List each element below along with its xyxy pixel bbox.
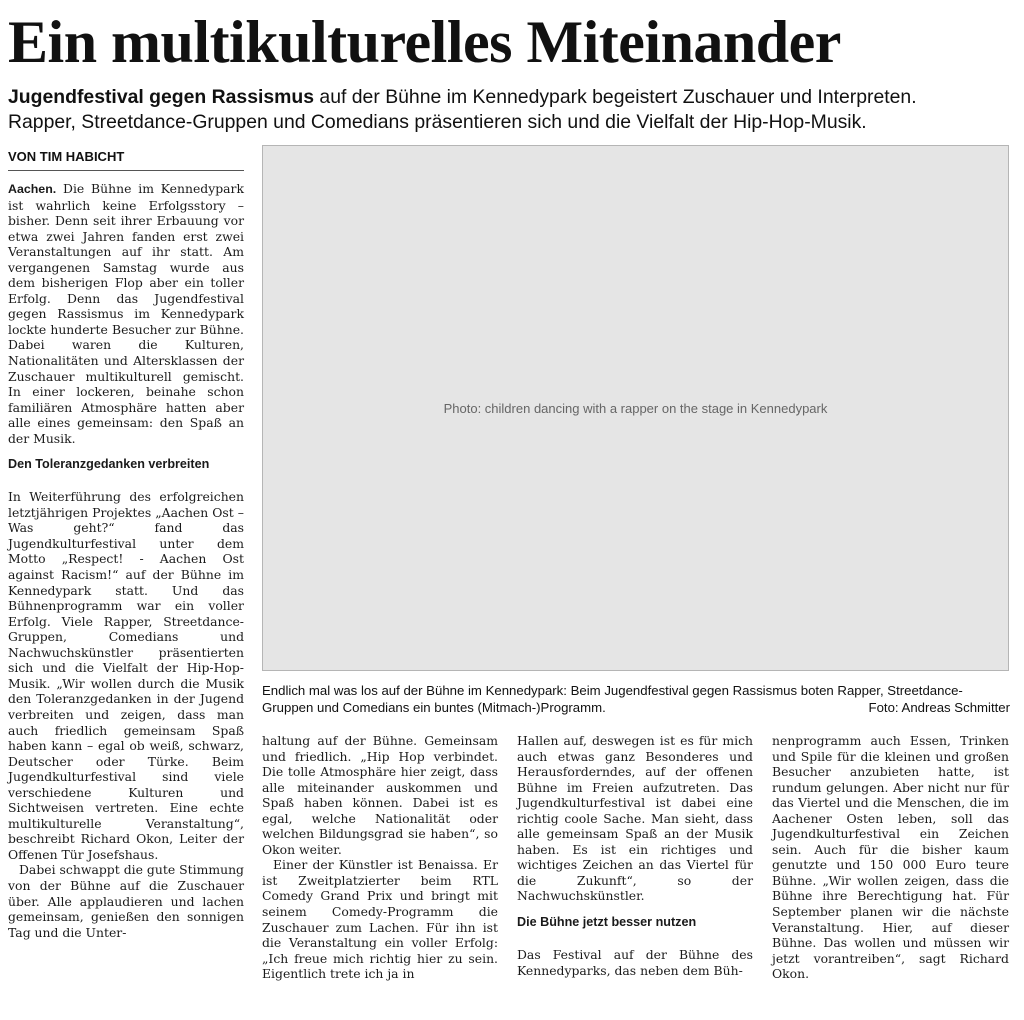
article-column-3 [517, 733, 753, 978]
deck-lead: Jugendfestival gegen Rassismus [8, 86, 315, 108]
paragraph [8, 181, 244, 446]
paragraph-text: Die Bühne im Kennedypark ist wahrlich keine Erfolgsstory – bisher. Denn seit ihrer Erbauung vor etwa zwei Jahren fanden erst zwei Veranstaltungen auf ihr statt. Am vergangenen Samstag wurde aus dem bisherigen Flop aber ein toller Erfolg. Denn das Jugendfestival gegen Rassismus im Kennedypark lockte hunderte Besucher zur Bühne. Dabei waren die Kulturen, Nationalitäten und Altersklassen der Zuschauer multikulturell gemischt. In einer lockeren, beinahe schon familiären Atmosphäre hatten aber alle eines gemeinsam: den Spaß an der Musik. [8, 181, 244, 446]
caption-text: Endlich mal was los auf der Bühne im Kennedypark: Beim Jugendfestival gegen Rassismus boten Rapper, Streetdance-Gruppen und Comedians ein buntes (Mitmach-)Programm. [262, 683, 963, 715]
paragraph: Das Festival auf der Bühne des Kennedyparks, das neben dem Büh- [517, 947, 753, 978]
article-photo [262, 145, 1009, 671]
byline: VON TIM HABICHT [8, 149, 244, 171]
dateline: Aachen. [8, 182, 57, 196]
deck-line1-rest: auf der Bühne im Kennedypark begeistert Zuschauer und Interpreten. [314, 86, 917, 108]
deck-line2: Rapper, Streetdance-Gruppen und Comedians präsentieren sich und die Vielfalt der Hip-Hop-Musik. [8, 111, 867, 133]
paragraph: nenprogramm auch Essen, Trinken und Spile für die kleinen und großen Besucher anzubieten hatte, ist rundum gelungen. Aber nicht nur für das Viertel und die Menschen, die im Aachener Osten leben, soll das Jugendkulturfestival ein Zeichen sein. Auch für die bisher kaum genutzte und 150 000 Euro teure Bühne. „Wir wollen zeigen, dass die Bühne ihre Berechtigung hat. Für September planen wir die nächste Veranstaltung. Hier, auf dieser Bühne. Das wollen und müssen wir jetzt vorantreiben“, sagt Richard Okon. [772, 733, 1009, 982]
paragraph: Einer der Künstler ist Benaissa. Er ist Zweitplatzierter beim RTL Comedy Grand Prix und bringt mit seinem Comedy-Programm die Zuschauer zum Lachen. Für ihn ist die Veranstaltung ein voller Erfolg: „Ich freue mich richtig hier zu sein. Eigentlich trete ich ja in [262, 857, 498, 982]
paragraph: In Weiterführung des erfolgreichen letztjährigen Projektes „Aachen Ost – Was geht?“ fand das Jugendkulturfestival unter dem Motto „Respect! - Aachen Ost against Racism!“ auf der Bühne im Kennedypark statt. Und das Bühnenprogramm war ein voller Erfolg. Viele Rapper, Streetdance-Gruppen, Comedians und Nachwuchskünstler präsentierten sich und die Vielfalt der Hip-Hop-Musik. „Wir wollen durch die Musik den Toleranzgedanken in der Jugend verbreiten und zeigen, dass man auch friedlich gemeinsam Spaß haben kann – egal ob weiß, schwarz, Deutscher oder Türke. Beim Jugendkulturfestival sind viele verschiedene Kulturen und Sichtweisen vertreten. Eine echte multikulturelle Veranstaltung“, beschreibt Richard Okon, Leiter der Offenen Tür Josefshaus. [8, 489, 244, 862]
paragraph: Hallen auf, deswegen ist es für mich auch etwas ganz Besonderes und Herausforderndes, auf der offenen Bühne im Freien aufzutreten. Das Jugendkulturfestival ist dabei eine richtig coole Sache. Man sieht, dass alle gemeinsam Spaß an der Musik haben. Es ist ein richtiges und wichtiges Zeichen an das Viertel für die Zukunft“, so der Nachwuchskünstler. [517, 733, 753, 904]
photo-caption [262, 682, 1010, 716]
photo-description: Photo: children dancing with a rapper on the stage in Kennedypark [443, 400, 828, 416]
article-column-1 [8, 181, 244, 940]
paragraph: Dabei schwappt die gute Stimmung von der Bühne auf die Zuschauer über. Alle applaudieren und lachen gemeinsam, genießen den sonnigen Tag und die Unter- [8, 862, 244, 940]
article-column-4 [772, 733, 1009, 982]
deck [8, 85, 1018, 135]
article-column-2 [262, 733, 498, 982]
subhead: Die Bühne jetzt besser nutzen [517, 915, 697, 930]
paragraph: haltung auf der Bühne. Gemeinsam und friedlich. „Hip Hop verbindet. Die tolle Atmosphäre hier zeigt, dass alle miteinander auskommen und Spaß haben können. Dabei ist es egal, welche Nationalität oder welchen Bildungsgrad sie haben“, so Okon weiter. [262, 733, 498, 857]
subhead: Den Toleranzgedanken verbreiten [8, 457, 210, 472]
headline: Ein multikulturelles Miteinander [8, 9, 841, 75]
photo-credit: Foto: Andreas Schmitter [868, 700, 1010, 715]
